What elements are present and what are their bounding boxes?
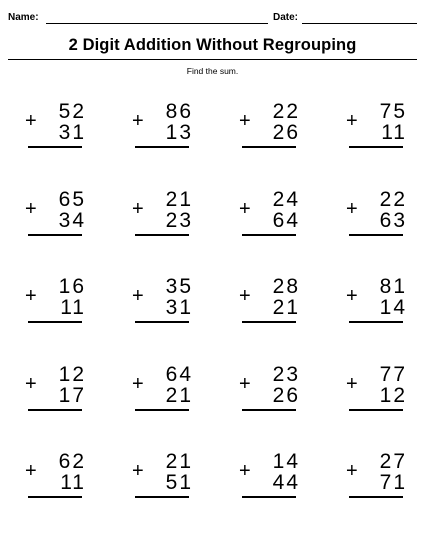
answer-line[interactable] <box>242 496 296 498</box>
plus-sign: + <box>132 198 144 220</box>
name-label: Name: <box>8 12 39 23</box>
top-addend: 77 <box>379 363 407 386</box>
plus-sign: + <box>25 460 37 482</box>
addition-problem <box>236 364 308 424</box>
answer-line[interactable] <box>28 146 82 148</box>
addition-problem <box>236 451 308 511</box>
answer-line[interactable] <box>242 234 296 236</box>
addition-problem <box>236 276 308 336</box>
answer-line[interactable] <box>349 409 403 411</box>
addition-problem <box>343 364 415 424</box>
bottom-addend: 12 <box>379 384 407 407</box>
addition-problem <box>343 189 415 249</box>
instruction-text: Find the sum. <box>186 66 239 76</box>
bottom-addend: 31 <box>165 296 193 319</box>
bottom-addend: 13 <box>165 121 193 144</box>
top-addend: 24 <box>272 188 300 211</box>
plus-sign: + <box>25 198 37 220</box>
bottom-addend: 31 <box>58 121 86 144</box>
answer-line[interactable] <box>349 146 403 148</box>
top-addend: 35 <box>165 275 193 298</box>
answer-line[interactable] <box>135 146 189 148</box>
addition-problem <box>343 451 415 511</box>
bottom-addend: 71 <box>379 471 407 494</box>
top-addend: 22 <box>379 188 407 211</box>
plus-sign: + <box>25 285 37 307</box>
answer-line[interactable] <box>28 321 82 323</box>
plus-sign: + <box>239 110 251 132</box>
answer-line[interactable] <box>28 234 82 236</box>
plus-sign: + <box>239 373 251 395</box>
addition-problem <box>129 189 201 249</box>
addition-problem <box>236 101 308 161</box>
plus-sign: + <box>346 110 358 132</box>
top-addend: 22 <box>272 100 300 123</box>
bottom-addend: 11 <box>381 121 407 144</box>
top-addend: 62 <box>58 450 86 473</box>
plus-sign: + <box>346 373 358 395</box>
bottom-addend: 11 <box>60 296 86 319</box>
plus-sign: + <box>239 460 251 482</box>
top-addend: 14 <box>272 450 300 473</box>
plus-sign: + <box>346 198 358 220</box>
addition-problem <box>343 101 415 161</box>
top-addend: 28 <box>272 275 300 298</box>
addition-problem <box>129 451 201 511</box>
date-label: Date: <box>273 12 299 23</box>
answer-line[interactable] <box>242 146 296 148</box>
top-addend: 81 <box>379 275 407 298</box>
bottom-addend: 21 <box>272 296 300 319</box>
bottom-addend: 14 <box>379 296 407 319</box>
addition-problem <box>129 276 201 336</box>
bottom-addend: 21 <box>165 384 193 407</box>
addition-problem <box>22 101 94 161</box>
addition-problem <box>22 451 94 511</box>
answer-line[interactable] <box>135 321 189 323</box>
plus-sign: + <box>132 460 144 482</box>
top-addend: 52 <box>58 100 86 123</box>
plus-sign: + <box>25 373 37 395</box>
page-title: 2 Digit Addition Without Regrouping <box>68 36 357 54</box>
bottom-addend: 11 <box>60 471 86 494</box>
answer-line[interactable] <box>349 234 403 236</box>
bottom-addend: 26 <box>272 384 300 407</box>
addition-problem <box>22 276 94 336</box>
plus-sign: + <box>239 285 251 307</box>
bottom-addend: 23 <box>165 209 193 232</box>
answer-line[interactable] <box>242 321 296 323</box>
top-addend: 65 <box>58 188 86 211</box>
addition-problem <box>22 364 94 424</box>
plus-sign: + <box>132 373 144 395</box>
plus-sign: + <box>132 110 144 132</box>
bottom-addend: 17 <box>58 384 86 407</box>
plus-sign: + <box>346 460 358 482</box>
top-addend: 75 <box>379 100 407 123</box>
addition-problem <box>236 189 308 249</box>
plus-sign: + <box>25 110 37 132</box>
plus-sign: + <box>346 285 358 307</box>
addition-problem <box>22 189 94 249</box>
addition-problem <box>343 276 415 336</box>
answer-line[interactable] <box>28 409 82 411</box>
top-addend: 12 <box>58 363 86 386</box>
addition-problem <box>129 101 201 161</box>
bottom-addend: 34 <box>58 209 86 232</box>
plus-sign: + <box>239 198 251 220</box>
top-addend: 86 <box>165 100 193 123</box>
bottom-addend: 44 <box>272 471 300 494</box>
bottom-addend: 63 <box>379 209 407 232</box>
answer-line[interactable] <box>28 496 82 498</box>
bottom-addend: 64 <box>272 209 300 232</box>
answer-line[interactable] <box>135 496 189 498</box>
top-addend: 23 <box>272 363 300 386</box>
top-addend: 21 <box>165 450 193 473</box>
plus-sign: + <box>132 285 144 307</box>
answer-line[interactable] <box>349 321 403 323</box>
answer-line[interactable] <box>242 409 296 411</box>
bottom-addend: 26 <box>272 121 300 144</box>
top-addend: 64 <box>165 363 193 386</box>
answer-line[interactable] <box>135 234 189 236</box>
answer-line[interactable] <box>349 496 403 498</box>
top-addend: 27 <box>379 450 407 473</box>
top-addend: 16 <box>58 275 86 298</box>
answer-line[interactable] <box>135 409 189 411</box>
addition-problem <box>129 364 201 424</box>
bottom-addend: 51 <box>165 471 193 494</box>
top-addend: 21 <box>165 188 193 211</box>
